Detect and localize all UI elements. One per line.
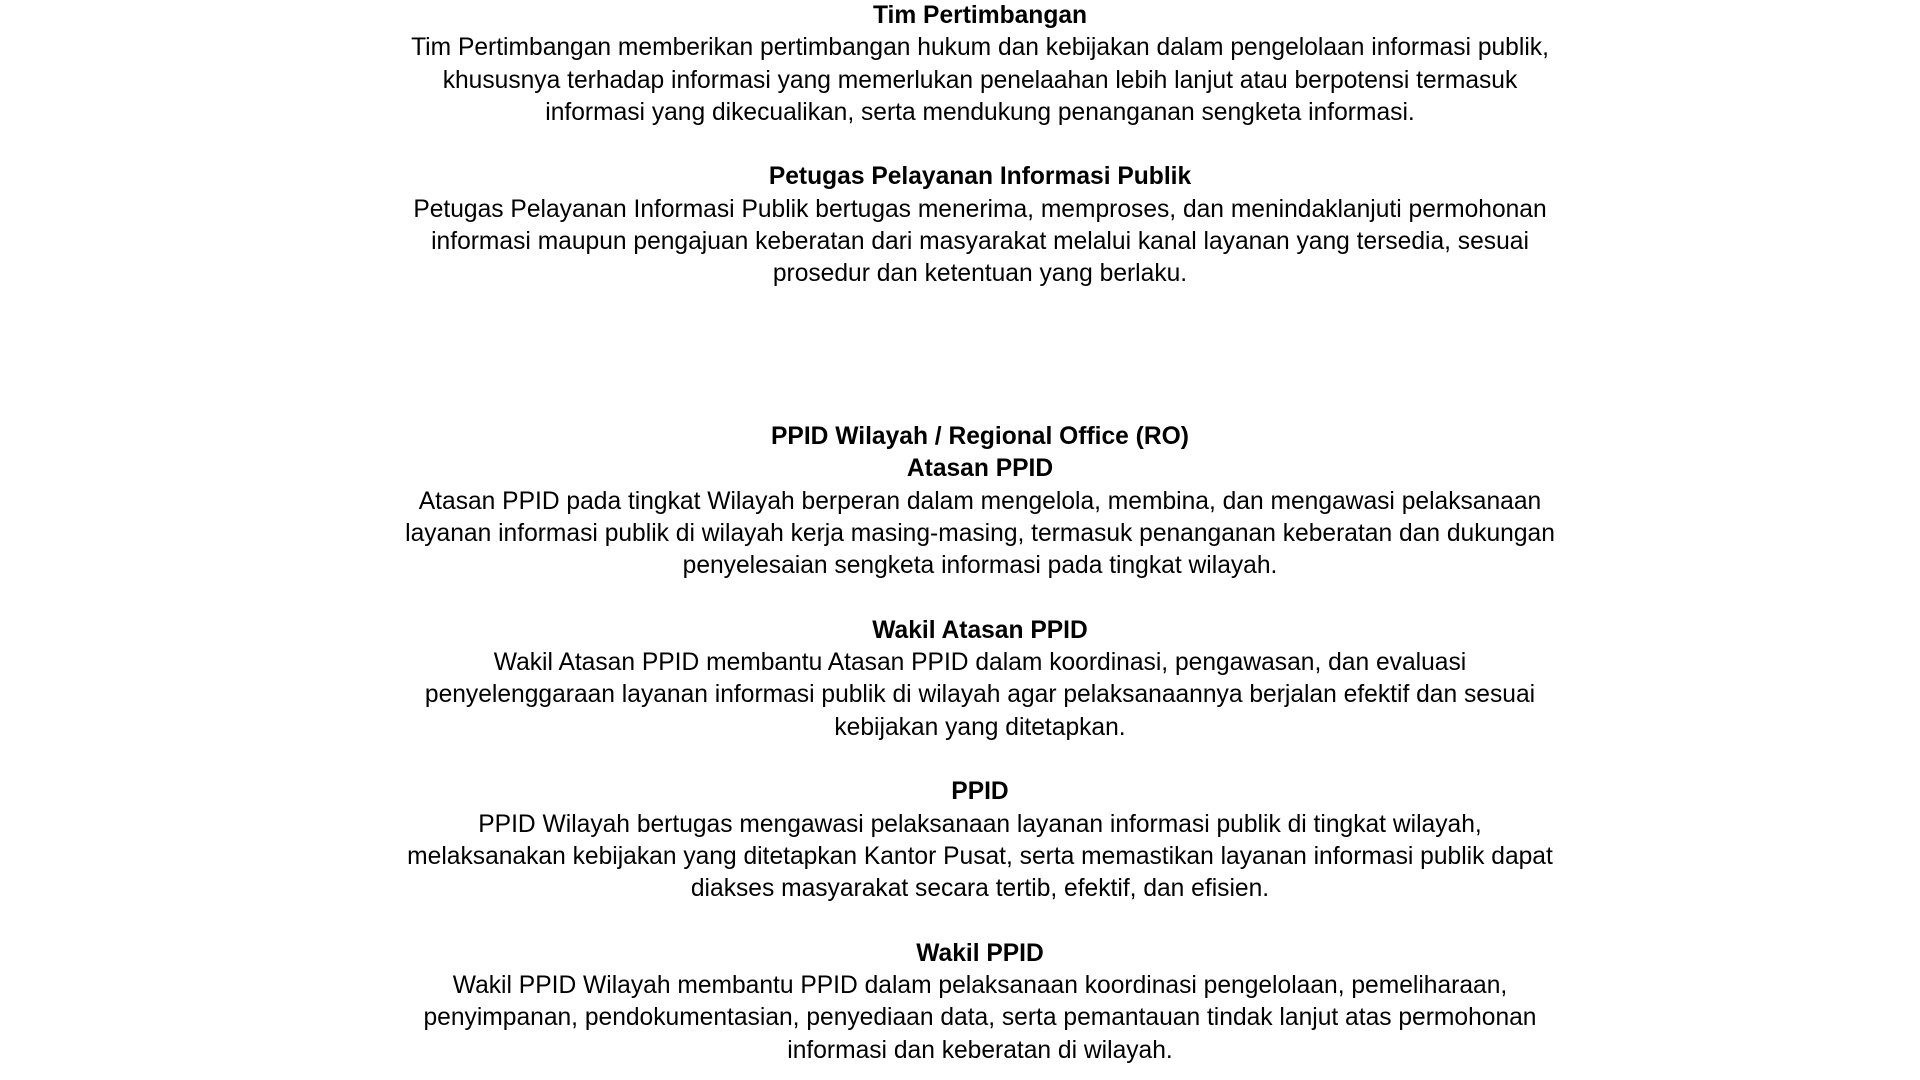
section-spacer: [396, 905, 1564, 937]
section-spacer: [396, 582, 1564, 614]
section-body-ppid: PPID Wilayah bertugas mengawasi pelaksanaan layanan informasi publik di tingkat wilayah, melaksanakan kebijakan yang ditetapkan Kantor Pusat, serta memastikan layanan informasi publik dapat diakses masyarakat secara tertib, efektif, dan efisien.: [407, 810, 1553, 903]
section-body-wakil-atasan-ppid: Wakil Atasan PPID membantu Atasan PPID dalam koordinasi, pengawasan, dan evaluasi penyelenggaraan layanan informasi publik di wilayah agar pelaksanaannya berjalan efektif dan sesuai kebijakan yang ditetapkan.: [424, 649, 1536, 741]
section-body-atasan-ppid: Atasan PPID pada tingkat Wilayah berperan dalam mengelola, membina, dan mengawasi pelaksanaan layanan informasi publik di wilayah kerja masing-masing, termasuk penanganan keberatan dan dukungan penyelesaian sengketa informasi pada tingkat wilayah.: [405, 487, 1555, 580]
section-heading-tim-pertimbangan: Tim Pertimbangan: [872, 2, 1088, 29]
central-roles-block: [396, 0, 1564, 291]
section-spacer: [396, 744, 1564, 776]
section-heading-atasan-ppid: Atasan PPID: [906, 455, 1054, 483]
section-heading-wakil-ppid: Wakil PPID: [916, 939, 1044, 967]
regional-title: PPID Wilayah / Regional Office (RO): [771, 423, 1189, 450]
section-spacer: [396, 129, 1564, 161]
section-heading-petugas-pelayanan: Petugas Pelayanan Informasi Publik: [768, 163, 1192, 191]
section-heading-wakil-atasan-ppid: Wakil Atasan PPID: [872, 616, 1088, 644]
regional-roles-block: [396, 421, 1564, 1067]
section-heading-ppid: PPID: [951, 778, 1009, 806]
section-body-petugas-pelayanan: Petugas Pelayanan Informasi Publik bertugas menerima, memproses, dan menindaklanjuti permohonan informasi maupun pengajuan keberatan dari masyarakat melalui kanal layanan yang tersedia, sesuai prosedur dan ketentuan yang berlaku.: [413, 195, 1547, 288]
section-body-wakil-ppid: Wakil PPID Wilayah membantu PPID dalam pelaksanaan koordinasi pengelolaan, pemeliharaan, penyimpanan, pendokumentasian, penyediaan data, serta pemantauan tindak lanjut atas permohonan informasi dan keberatan di wilayah.: [423, 972, 1537, 1064]
section-body-tim-pertimbangan: Tim Pertimbangan memberikan pertimbangan hukum dan kebijakan dalam pengelolaan informasi publik, khususnya terhadap informasi yang memerlukan penelaahan lebih lanjut atau berpotensi termasuk informasi yang dikecualikan, serta mendukung penanganan sengketa informasi.: [411, 34, 1549, 126]
